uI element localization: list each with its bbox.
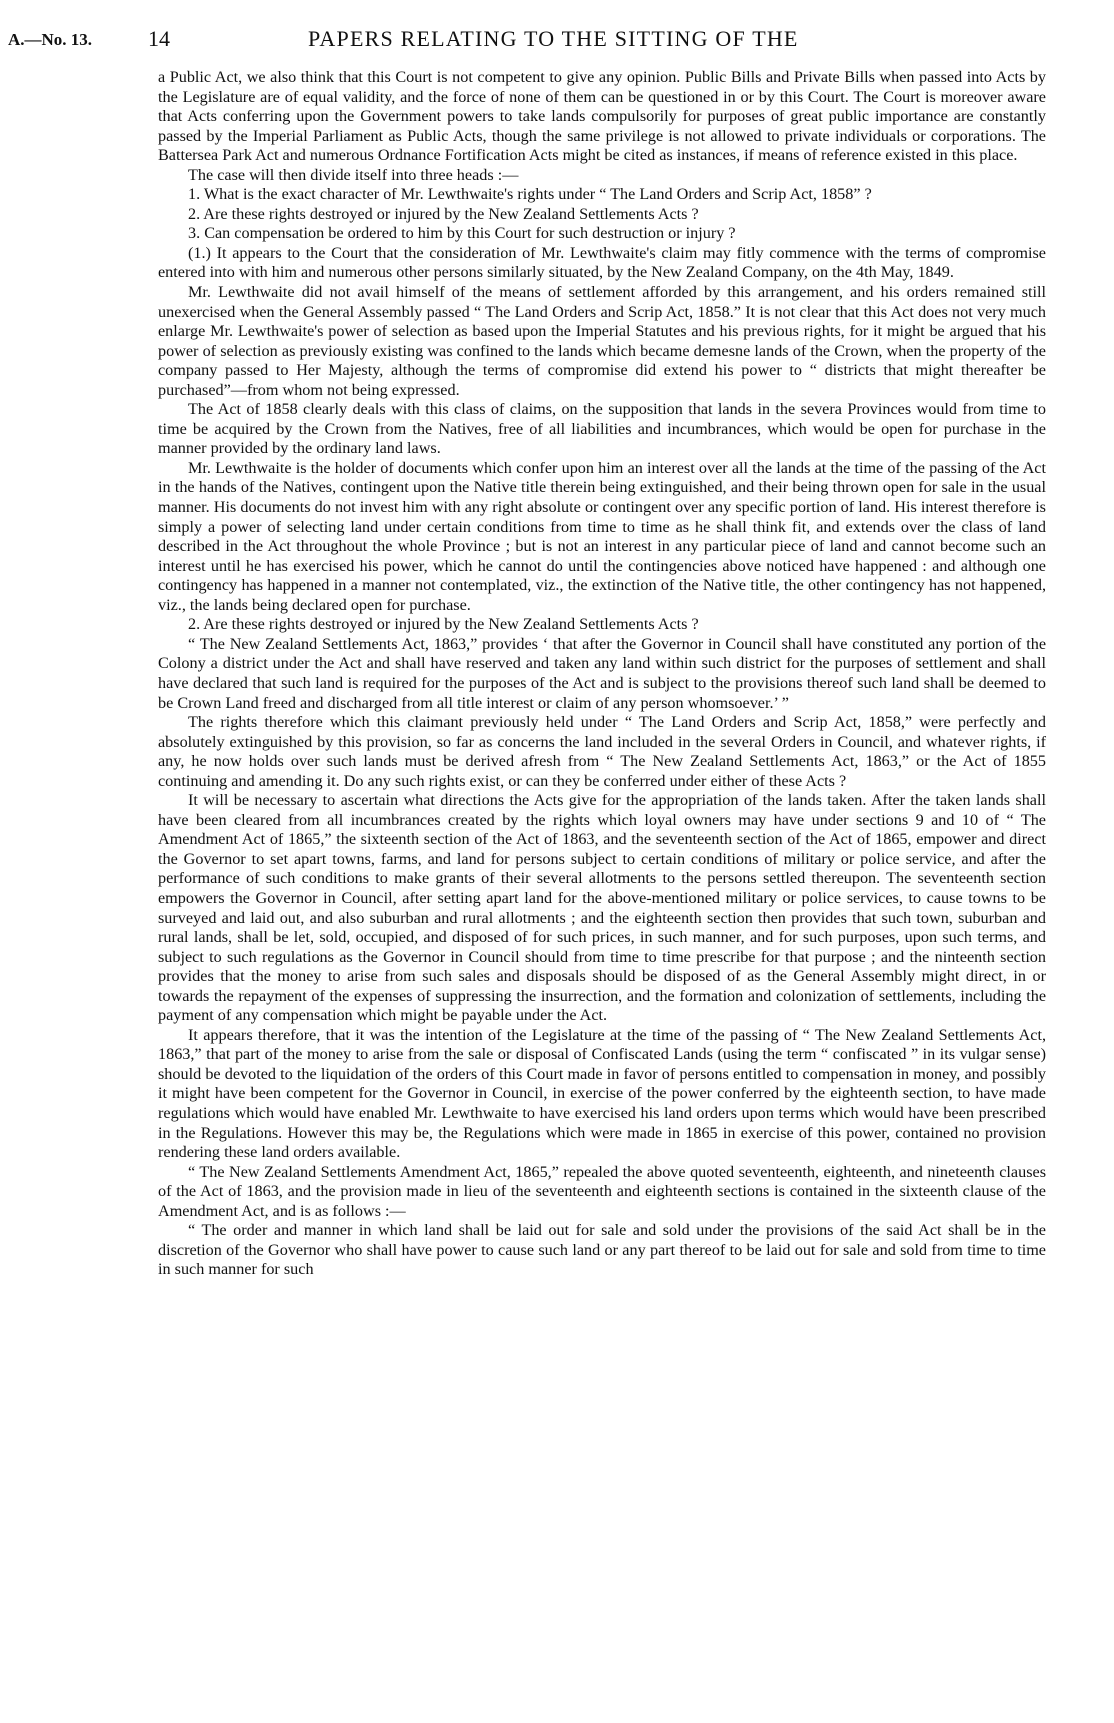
paragraph: “ The order and manner in which land shall be laid out for sale and sold under the provisions of the said Act shall be in the discretion of the Governor who shall have power to cause such land or any part thereof to be laid out for sale and sold from time to time in such manner for such	[158, 1221, 1046, 1279]
paragraph: It appears therefore, that it was the intention of the Legislature at the time of the passing of “ The New Zealand Settlements Act, 1863,” that part of the money to arise from the sale or disposal of Confiscated Lands (using the term “ confiscated ” in its vulgar sense) should be devoted to the liquidation of the orders of this Court made in favor of persons entitled to compensation in money, and possibly it might have been competent for the Governor in Council, in exercise of the power conferred by the eighteenth section, to have made regulations which would have enabled Mr. Lewthwaite to have exercised his land orders upon terms which would have been prescribed in the Regulations. However this may be, the Regulations which were made in 1865 in exercise of this power, contained no provision rendering these land orders available.	[158, 1025, 1046, 1162]
paragraph: It will be necessary to ascertain what directions the Acts give for the appropriation of the lands taken. After the taken lands shall have been cleared from all incumbrances created by the rights which loyal owners may have under sections 9 and 10 of “ The Amendment Act of 1865,” the sixteenth section of the Act of 1863, and the seventeenth section of the Act of 1865, empower and direct the Governor to set apart towns, farms, and land for persons subject to certain conditions of military or police service, and after the performance of such conditions to make grants of their several allotments to the persons settled thereupon. The seventeenth section empowers the Governor in Council, after setting apart land for the above-mentioned military or police services, to cause towns to be surveyed and laid out, and also suburban and rural allotments ; and the eighteenth section then provides that such town, suburban and rural lands, shall be let, sold, occupied, and disposed of for such prices, in such manner, and for such purposes, upon such terms, and subject to such regulations as the Governor in Council should from time to time prescribe for that purpose ; and the ninteenth section provides that the money to arise from such sales and disposals should be disposed of as the General Assembly might direct, in or towards the repayment of the expenses of suppressing the insurrection, and the formation and colonization of settlements, including the payment of any compensation which might be payable under the Act.	[158, 791, 1046, 1025]
numbered-question: 3. Can compensation be ordered to him by this Court for such destruction or injury ?	[188, 224, 736, 243]
paragraph: “ The New Zealand Settlements Act, 1863,” provides ‘ that after the Governor in Council shall have constituted any portion of the Colony a district under the Act and shall have reserved and taken any land within such district for the purposes of settlement and shall have declared that such land is required for the purposes of the Act and is subject to the provisions thereof such land shall be deemed to be Crown Land freed and discharged from all title interest or claim of any person whomsoever.’ ”	[158, 634, 1046, 712]
body-text	[158, 68, 1046, 1280]
paragraph: The rights therefore which this claimant previously held under “ The Land Orders and Scrip Act, 1858,” were perfectly and absolutely extinguished by this provision, so far as concerns the land included in the several Orders in Council, and whatever rights, if any, he now holds over such lands must be derived afresh from “ The New Zealand Settlements Act, 1863,” or the Act of 1855 continuing and amending it. Do any such rights exist, or can they be conferred under either of these Acts ?	[158, 713, 1046, 790]
page-header	[0, 26, 1114, 56]
paragraph: a Public Act, we also think that this Court is not competent to give any opinion. Public Bills and Private Bills when passed into Acts by the Legislature are of equal validity, and the force of none of them can be questioned in or by this Court. The Court is moreover aware that Acts conferring upon the Government powers to take lands compulsorily for purposes of great public importance are constantly passed by the Imperial Parliament as Public Acts, though the same privilege is not allowed to private individuals or corporations. The Battersea Park Act and numerous Ordnance Fortification Acts might be cited as instances, if means of reference existed in this place.	[158, 68, 1046, 165]
paragraph: Mr. Lewthwaite is the holder of documents which confer upon him an interest over all the lands at the time of the passing of the Act in the hands of the Natives, contingent upon the Native title therein being extinguished, and their being thrown open for sale in the usual manner. His documents do not invest him with any right absolute or contingent over any specific portion of land. His interest therefore is simply a power of selecting land under certain conditions from time to time as he shall think fit, and extends over the class of land described in the Act throughout the whole Province ; but is not an interest in any particular piece of land and cannot become such an interest until he has exercised his power, which he cannot do until the contingencies above noticed have happened : and although one contingency has happened in a manner not contemplated, viz., the extinction of the Native title, the other contingency has not happened, viz., the lands being declared open for purchase.	[158, 458, 1046, 614]
numbered-question: 1. What is the exact character of Mr. Lewthwaite's rights under “ The Land Orders and Scrip Act, 1858” ?	[188, 185, 872, 204]
page-number: 14	[148, 26, 170, 51]
paragraph: The case will then divide itself into three heads :—	[188, 165, 519, 184]
paragraph: (1.) It appears to the Court that the consideration of Mr. Lewthwaite's claim may fitly commence with the terms of compromise entered into with him and numerous other persons similarly situated, by the New Zealand Company, on the 4th May, 1849.	[158, 243, 1046, 282]
paragraph: The Act of 1858 clearly deals with this class of claims, on the supposition that lands in the severa Provinces would from time to time be acquired by the Crown from the Natives, free of all liabilities and incumbrances, which would be open for purchase in the manner provided by the ordinary land laws.	[158, 400, 1046, 458]
numbered-question: 2. Are these rights destroyed or injured by the New Zealand Settlements Acts ?	[188, 204, 699, 223]
paragraph: Mr. Lewthwaite did not avail himself of the means of settlement afforded by this arrangement, and his orders remained still unexercised when the General Assembly passed “ The Land Orders and Scrip Act, 1858.” It is not clear that this Act does not very much enlarge Mr. Lewthwaite's power of selection as based upon the Imperial Statutes and his previous rights, for it might be argued that his power of selection as previously existing was confined to the lands which became demesne lands of the Crown, when the property of the company passed to Her Majesty, although the terms of compromise did extend his power to “ districts that might thereafter be purchased”—from whom not being expressed.	[158, 283, 1046, 399]
numbered-question: 2. Are these rights destroyed or injured by the New Zealand Settlements Acts ?	[188, 615, 699, 634]
running-title: PAPERS RELATING TO THE SITTING OF THE	[308, 26, 799, 51]
document-reference: A.—No. 13.	[8, 30, 93, 49]
paragraph: “ The New Zealand Settlements Amendment Act, 1865,” repealed the above quoted seventeenth, eighteenth, and nineteenth clauses of the Act of 1863, and the provision made in lieu of the seventeenth and eighteenth sections is contained in the sixteenth clause of the Amendment Act, and is as follows :—	[158, 1162, 1046, 1220]
